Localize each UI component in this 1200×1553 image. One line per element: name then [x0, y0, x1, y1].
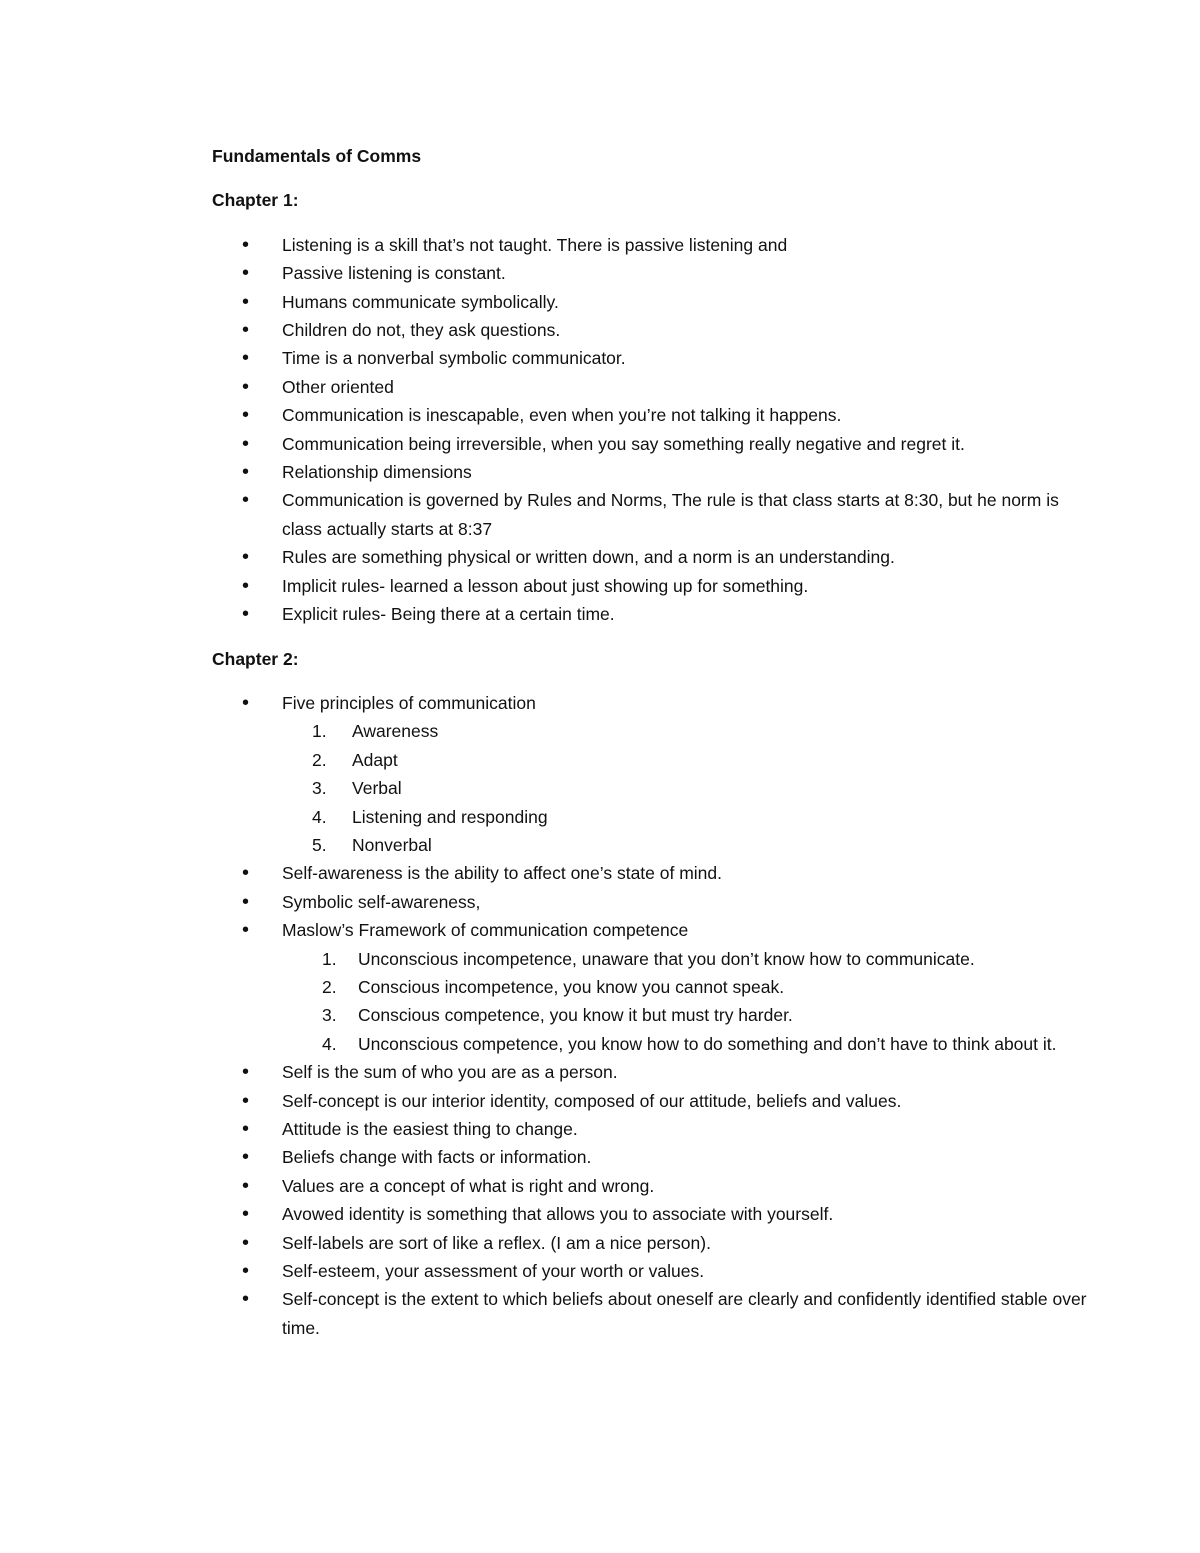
numbered-item	[282, 803, 1092, 831]
document-page	[212, 142, 1092, 1358]
list-item	[212, 486, 1092, 543]
list-item	[212, 1285, 1092, 1342]
list-item-text: Self-labels are sort of like a reflex. (I am a nice person).	[282, 1232, 711, 1253]
numbered-item	[282, 945, 1092, 973]
list-item	[212, 1115, 1092, 1143]
list-item	[212, 1058, 1092, 1086]
list-item-text: Symbolic self-awareness,	[282, 891, 481, 912]
numbered-item	[282, 1030, 1092, 1058]
numbered-item-text: Adapt	[352, 749, 398, 770]
list-item-text: Communication being irreversible, when you say something really negative and regret it.	[282, 433, 965, 454]
list-item-text: Values are a concept of what is right and wrong.	[282, 1175, 655, 1196]
list-item-text: Avowed identity is something that allows you to associate with yourself.	[282, 1204, 834, 1225]
list-item	[212, 689, 1092, 859]
numbered-item-text: Verbal	[352, 778, 402, 799]
numbered-item-text: Awareness	[352, 721, 439, 742]
numbered-list	[282, 945, 1092, 1059]
list-item	[212, 373, 1092, 401]
item-number: 4.	[322, 1033, 337, 1054]
item-number: 2.	[312, 749, 327, 770]
list-item-text: Listening is a skill that’s not taught. There is passive listening and	[282, 234, 788, 255]
list-item-text: Self is the sum of who you are as a person.	[282, 1062, 618, 1083]
list-item	[212, 543, 1092, 571]
item-number: 2.	[322, 976, 337, 997]
numbered-item	[282, 1001, 1092, 1029]
numbered-item	[282, 717, 1092, 745]
document-title: Fundamentals of Comms	[212, 146, 422, 166]
list-item-text: Attitude is the easiest thing to change.	[282, 1119, 578, 1139]
list-item	[212, 231, 1092, 259]
numbered-item-text: Unconscious incompetence, unaware that you don’t know how to communicate.	[358, 948, 975, 969]
item-number: 1.	[312, 721, 327, 742]
list-item-text: Implicit rules- learned a lesson about just showing up for something.	[282, 575, 809, 596]
list-item	[212, 430, 1092, 458]
list-item	[212, 316, 1092, 344]
list-item-text: Self-awareness is the ability to affect one’s state of mind.	[282, 863, 723, 884]
item-number: 1.	[322, 948, 337, 969]
list-item	[212, 859, 1092, 887]
list-item-text: Maslow’s Framework of communication competence	[282, 920, 689, 941]
numbered-item-text: Conscious incompetence, you know you cannot speak.	[358, 976, 785, 997]
list-item-text: Time is a nonverbal symbolic communicator.	[282, 348, 626, 369]
list-item-text: Explicit rules- Being there at a certain time.	[282, 604, 615, 625]
item-number: 3.	[322, 1005, 337, 1026]
numbered-list	[282, 717, 1092, 859]
list-item	[212, 259, 1092, 287]
list-item-text: Rules are something physical or written down, and a norm is an understanding.	[282, 547, 895, 568]
list-item	[212, 1257, 1092, 1285]
numbered-item-text: Unconscious competence, you know how to do something and don’t have to think about it.	[358, 1033, 1057, 1054]
numbered-item-text: Listening and responding	[352, 806, 548, 827]
numbered-item	[282, 831, 1092, 859]
list-item-text: Self-concept is the extent to which beliefs about oneself are clearly and confidently identified stable over time.	[282, 1289, 1087, 1338]
list-item	[212, 1143, 1092, 1171]
list-item-text: Self-concept is our interior identity, composed of our attitude, beliefs and values.	[282, 1090, 902, 1111]
bullet-list	[212, 689, 1092, 1342]
list-item	[212, 401, 1092, 429]
list-item	[212, 344, 1092, 372]
list-item	[212, 288, 1092, 316]
list-item-text: Humans communicate symbolically.	[282, 291, 559, 312]
item-number: 3.	[312, 778, 327, 799]
numbered-item-text: Nonverbal	[352, 834, 432, 855]
list-item-text: Passive listening is constant.	[282, 263, 506, 284]
chapter-heading: Chapter 2:	[212, 648, 299, 669]
numbered-item	[282, 746, 1092, 774]
list-item	[212, 1087, 1092, 1115]
list-item-text: Communication is governed by Rules and Norms, The rule is that class starts at 8:30, but he norm is class actually starts at 8:37	[282, 490, 1059, 539]
numbered-item	[282, 774, 1092, 802]
numbered-item-text: Conscious competence, you know it but must try harder.	[358, 1005, 793, 1026]
list-item	[212, 916, 1092, 1058]
item-number: 4.	[312, 806, 327, 827]
bullet-list	[212, 231, 1092, 629]
item-number: 5.	[312, 834, 327, 855]
chapters-container	[212, 186, 1092, 1342]
list-item-text: Self-esteem, your assessment of your worth or values.	[282, 1261, 705, 1282]
list-item	[212, 600, 1092, 628]
list-item-text: Other oriented	[282, 376, 394, 397]
numbered-item	[282, 973, 1092, 1001]
list-item-text: Relationship dimensions	[282, 462, 472, 483]
list-item	[212, 572, 1092, 600]
list-item	[212, 1229, 1092, 1257]
list-item	[212, 888, 1092, 916]
list-item-text: Five principles of communication	[282, 692, 536, 713]
list-item	[212, 1172, 1092, 1200]
list-item-text: Children do not, they ask questions.	[282, 320, 561, 341]
list-item-text: Beliefs change with facts or information.	[282, 1147, 592, 1168]
list-item	[212, 458, 1092, 486]
chapter-heading: Chapter 1:	[212, 190, 299, 211]
list-item	[212, 1200, 1092, 1228]
list-item-text: Communication is inescapable, even when you’re not talking it happens.	[282, 405, 842, 426]
